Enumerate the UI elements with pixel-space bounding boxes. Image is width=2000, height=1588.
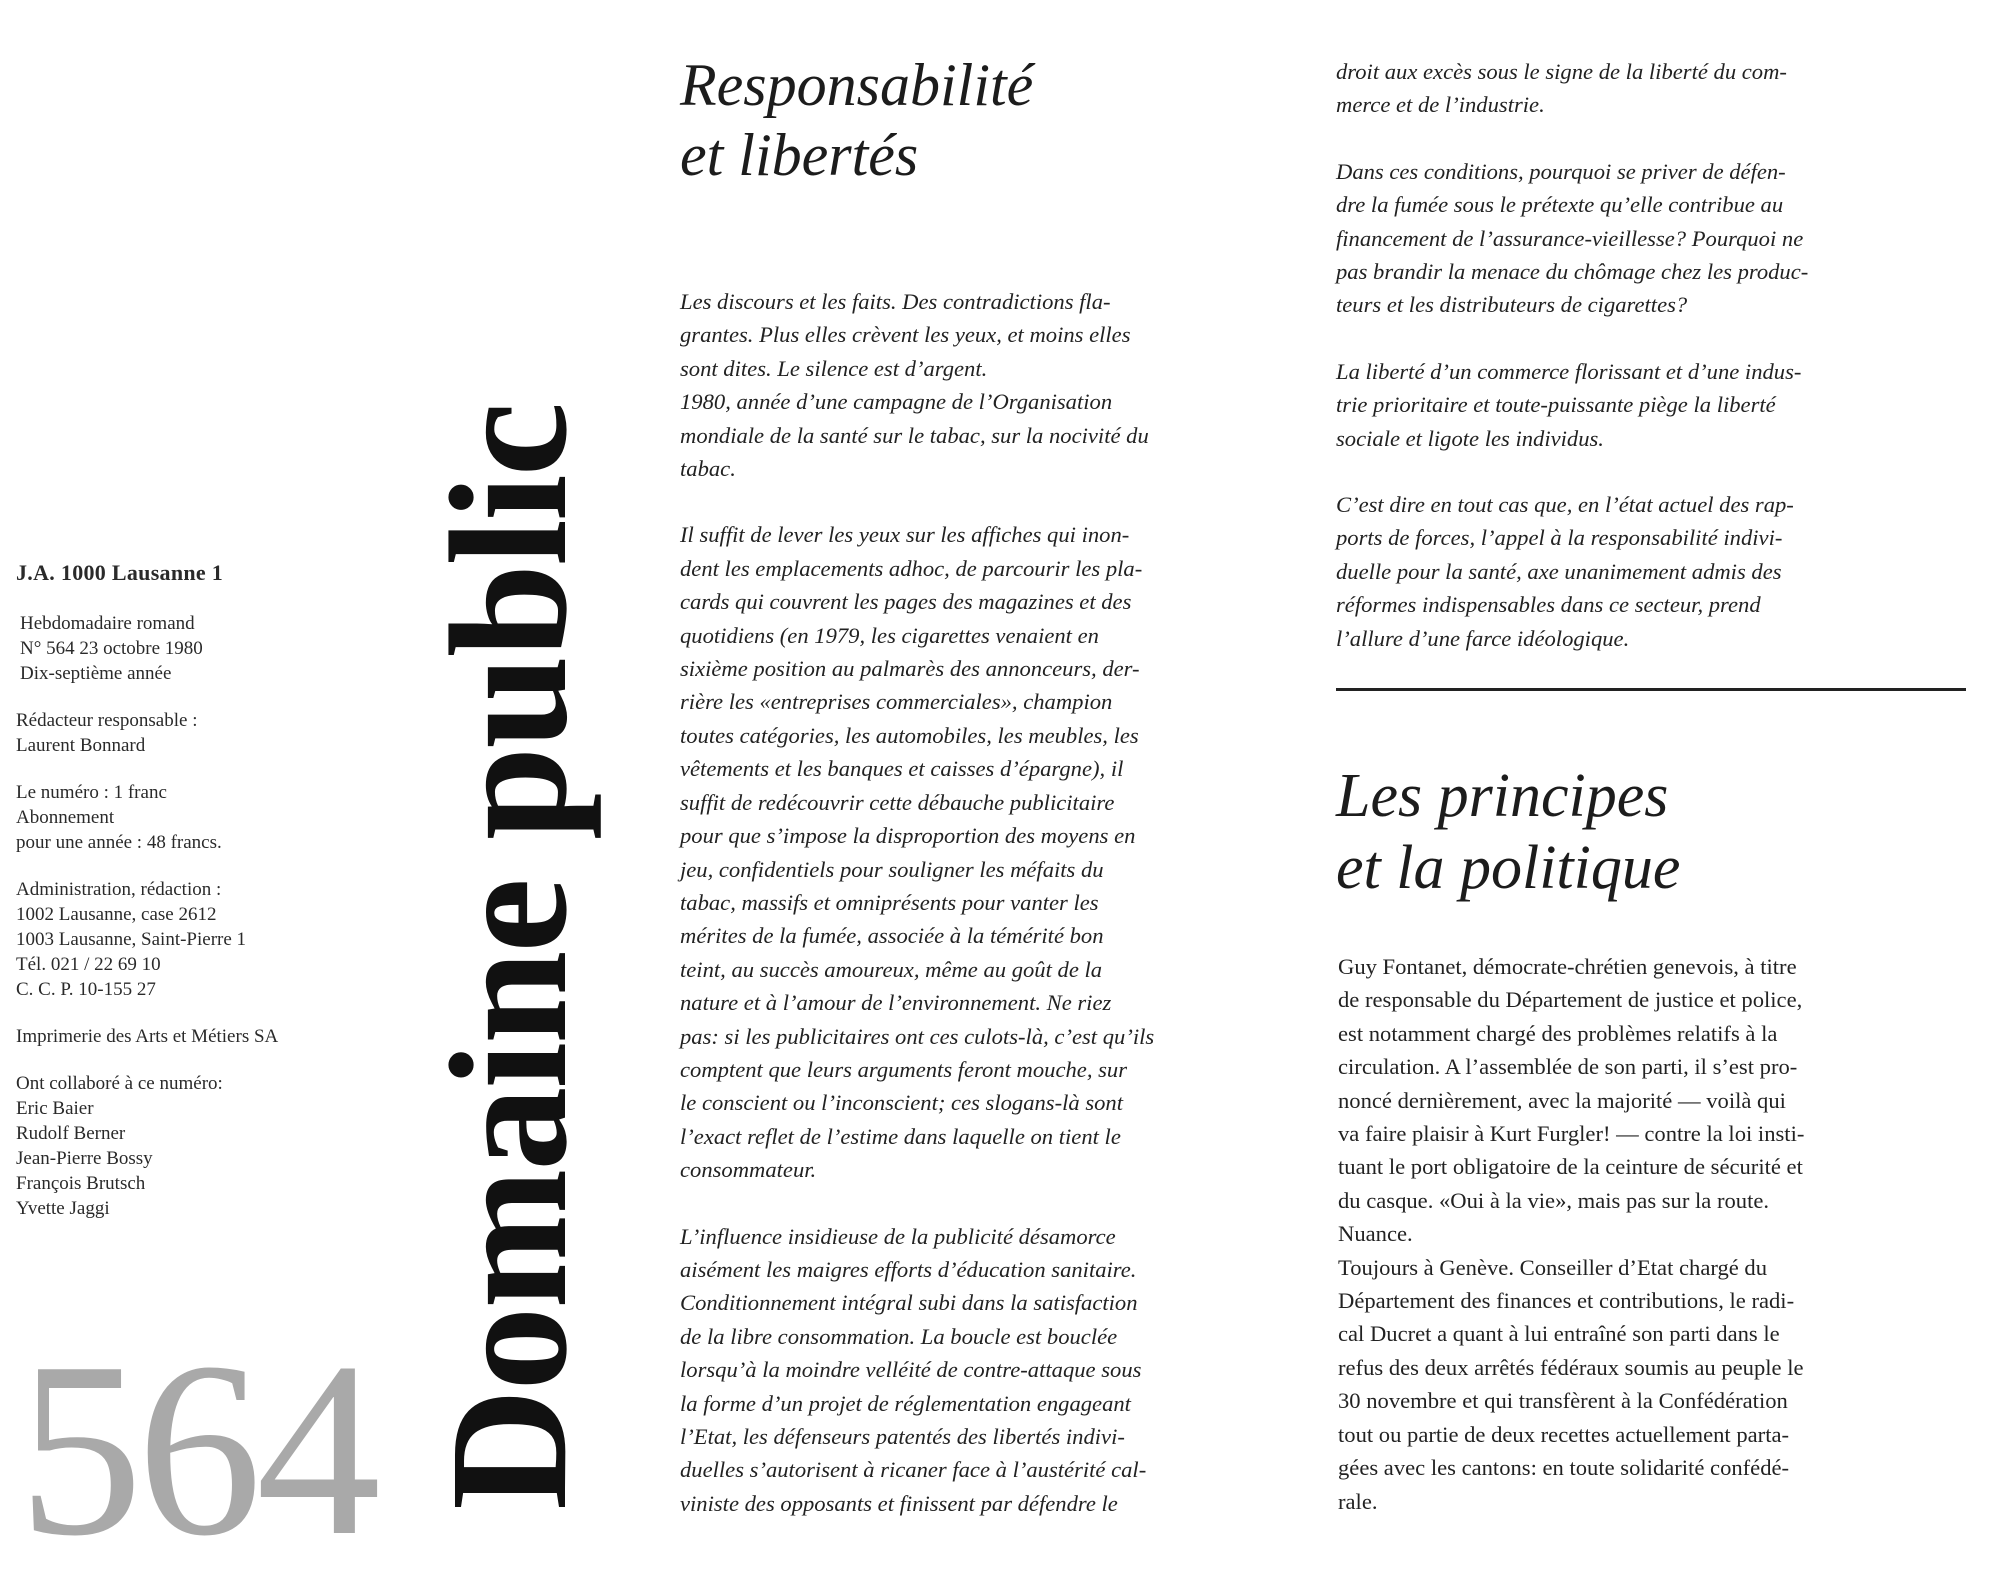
info-block [16,708,386,758]
text-line: duelle pour la santé, axe unanimement admis des [1336,558,1782,584]
text-line: Nuance. [1338,1221,1413,1247]
text-line: trie prioritaire et toute-puissante piège la liberté [1336,392,1776,418]
text-line: droit aux excès sous le signe de la liberté du com- [1336,59,1787,84]
text-line: financement de l’assurance-vieillesse? Pourquoi ne [1336,225,1804,251]
masthead-title: Domaine public [416,403,602,1510]
text-line: quotidiens (en 1979, les cigarettes venaient en [680,622,1099,648]
text-line: sixième position au palmarès des annonceurs, der- [680,656,1140,682]
text-line: Département des finances et contributions, le radi- [1338,1288,1795,1314]
text-line: sociale et ligote les individus. [1336,425,1604,451]
text-line: dent les emplacements adhoc, de parcourir les pla- [680,555,1143,581]
text-line: mondiale de la santé sur le tabac, sur la nocivité du [680,422,1149,448]
text-line: la forme d’un projet de réglementation engageant [680,1390,1131,1416]
text-line: gées avec les cantons: en toute solidarité confédé- [1338,1455,1790,1481]
article1-paragraph [1336,355,1966,455]
text-line: noncé dernièrement, avec la majorité — voilà qui [1338,1087,1786,1113]
text-line: cards qui couvrent les pages des magazines et des [680,589,1132,615]
text-line: sont dites. Le silence est d’argent. [680,355,988,381]
text-line: C’est dire en tout cas que, en l’état actuel des rap- [1336,492,1794,518]
text-line: vêtements et les banques et caisses d’épargne), il [680,756,1124,782]
info-line: 1002 Lausanne, case 2612 [16,904,217,925]
info-line: Rédacteur responsable : [16,710,198,731]
article1-paragraph [680,1220,1305,1521]
text-line: cal Ducret a quant à lui entraîné son parti dans le [1338,1321,1780,1347]
text-line: de responsable du Département de justice et police, [1338,987,1803,1013]
text-line: Il suffit de lever les yeux sur les affiches qui inon- [680,522,1130,548]
text-line: l’exact reflet de l’estime dans laquelle on tient le [680,1123,1121,1149]
text-line: Toujours à Genève. Conseiller d’Etat chargé du [1338,1254,1768,1280]
text-line: mérites de la fumée, associée à la témérité bon [680,923,1104,949]
text-line: tabac, massifs et omniprésents pour vanter les [680,889,1099,915]
text-line: tuant le port obligatoire de la ceinture de sécurité et [1338,1154,1803,1180]
text-line: refus des deux arrêtés fédéraux soumis au peuple le [1338,1354,1804,1380]
info-line: Jean-Pierre Bossy [16,1148,153,1169]
text-line: pour que s’impose la disproportion des moyens en [680,823,1136,849]
info-line: Tél. 021 / 22 69 10 [16,954,161,975]
text-line: comptent que leurs arguments feront mouche, sur [680,1056,1127,1082]
text-line: ports de forces, l’appel à la responsabilité indivi- [1336,525,1783,551]
article1-title [680,50,1240,190]
text-line: Guy Fontanet, démocrate-chrétien genevois, à titre [1338,954,1797,979]
text-line: du casque. «Oui à la vie», mais pas sur la route. [1338,1187,1770,1213]
article2-paragraph [1338,950,1966,1518]
article1-title-line: Responsabilité [680,52,1034,118]
text-line: pas brandir la menace du chômage chez les produc- [1336,259,1809,285]
text-line: de la libre consommation. La boucle est bouclée [680,1323,1118,1349]
info-line: François Brutsch [16,1173,146,1194]
info-line: Laurent Bonnard [16,735,146,756]
text-line: 30 novembre et qui transfèrent à la Confédération [1338,1388,1788,1414]
text-line: teurs et les distributeurs de cigarettes? [1336,292,1688,318]
text-line: rière les «entreprises commerciales», champion [680,689,1113,715]
text-line: 1980, année d’une campagne de l’Organisation [680,389,1113,415]
article2-title-line: et la politique [1336,834,1681,902]
text-line: teint, au succès amoureux, même au goût de la [680,956,1103,982]
info-block [16,611,386,686]
postal-mark: J.A. 1000 Lausanne 1 [16,560,224,585]
text-line: L’influence insidieuse de la publicité désamorce [680,1223,1116,1249]
article2-title-line: Les principes [1336,762,1669,830]
info-line: Administration, rédaction : [16,879,222,900]
text-line: pas: si les publicitaires ont ces culots-là, c’est qu’ils [680,1023,1155,1049]
info-line: Imprimerie des Arts et Métiers SA [16,1026,279,1047]
text-line: merce et de l’industrie. [1336,92,1545,118]
article1-paragraph [1336,488,1966,655]
info-block [16,780,386,855]
article1-paragraph [1336,155,1966,322]
paragraph-gap [680,1187,1305,1220]
info-line: Rudolf Berner [16,1123,126,1144]
text-line: Dans ces conditions, pourquoi se priver de défen- [1336,158,1786,184]
info-line: Hebdomadaire romand [20,613,195,634]
text-line: l’allure d’une farce idéologique. [1336,625,1630,651]
issue-number-large: 564 [18,1311,375,1588]
article2-title [1336,760,1956,904]
info-block [16,877,386,1002]
text-line: toutes catégories, les automobiles, les meubles, les [680,722,1139,748]
text-line: rale. [1338,1488,1378,1514]
publication-info [16,560,386,1243]
info-line: Le numéro : 1 franc [16,782,167,803]
article1-paragraph [680,518,1305,1186]
text-line: duelles s’autorisent à ricaner face à l’austérité cal- [680,1457,1147,1483]
info-line: pour une année : 48 francs. [16,832,222,853]
info-blocks [16,611,386,1221]
text-line: le conscient ou l’inconscient; ces slogans-là sont [680,1090,1123,1116]
info-block [16,1024,386,1049]
text-line: grantes. Plus elles crèvent les yeux, et moins elles [680,322,1131,348]
paragraph-gap [1336,455,1966,488]
text-line: est notamment chargé des problèmes relatifs à la [1338,1020,1778,1046]
text-line: tout ou partie de deux recettes actuellement parta- [1338,1421,1790,1447]
text-line: l’Etat, les défenseurs patentés des libertés indivi- [680,1424,1125,1449]
info-line: 1003 Lausanne, Saint-Pierre 1 [16,929,247,950]
info-line: Abonnement [16,807,115,828]
paragraph-gap [680,485,1305,518]
text-line: La liberté d’un commerce florissant et d’une indus- [1336,358,1802,384]
text-line: circulation. A l’assemblée de son parti, il s’est pro- [1338,1054,1798,1080]
text-line: nature et à l’amour de l’environnement. Ne riez [680,990,1112,1016]
text-line: réformes indispensables dans ce secteur, prend [1336,592,1761,618]
text-line: consommateur. [680,1157,817,1183]
text-line: dre la fumée sous le prétexte qu’elle contribue au [1336,192,1784,218]
text-line: va faire plaisir à Kurt Furgler! — contre la loi insti- [1338,1121,1805,1147]
text-line: jeu, confidentiels pour souligner les méfaits du [680,856,1104,882]
info-line: N° 564 23 octobre 1980 [20,638,203,659]
article1-title-line: et libertés [680,122,919,188]
text-line: viniste des opposants et finissent par défendre le [680,1490,1118,1516]
article1-paragraph [1336,55,1966,122]
info-line: Ont collaboré à ce numéro: [16,1073,223,1094]
text-line: tabac. [680,456,736,482]
info-block [16,1071,386,1221]
info-line: Yvette Jaggi [16,1198,110,1219]
text-line: Les discours et les faits. Des contradictions fla- [680,289,1111,314]
article2-body [1338,950,1966,1518]
text-line: aisément les maigres efforts d’éducation sanitaire. [680,1256,1137,1282]
info-line: Dix-septième année [20,663,172,684]
text-line: suffit de redécouvrir cette débauche publicitaire [680,789,1115,815]
article1-column-1 [680,285,1305,1520]
paragraph-gap [1336,122,1966,155]
article1-column-2 [1336,55,1966,655]
info-line: Eric Baier [16,1098,94,1119]
info-line: C. C. P. 10-155 27 [16,979,156,1000]
text-line: Conditionnement intégral subi dans la satisfaction [680,1290,1138,1316]
paragraph-gap [1336,322,1966,355]
article1-paragraph [680,285,1305,485]
text-line: lorsqu’à la moindre velléité de contre-attaque sous [680,1357,1142,1383]
section-divider [1336,688,1966,691]
